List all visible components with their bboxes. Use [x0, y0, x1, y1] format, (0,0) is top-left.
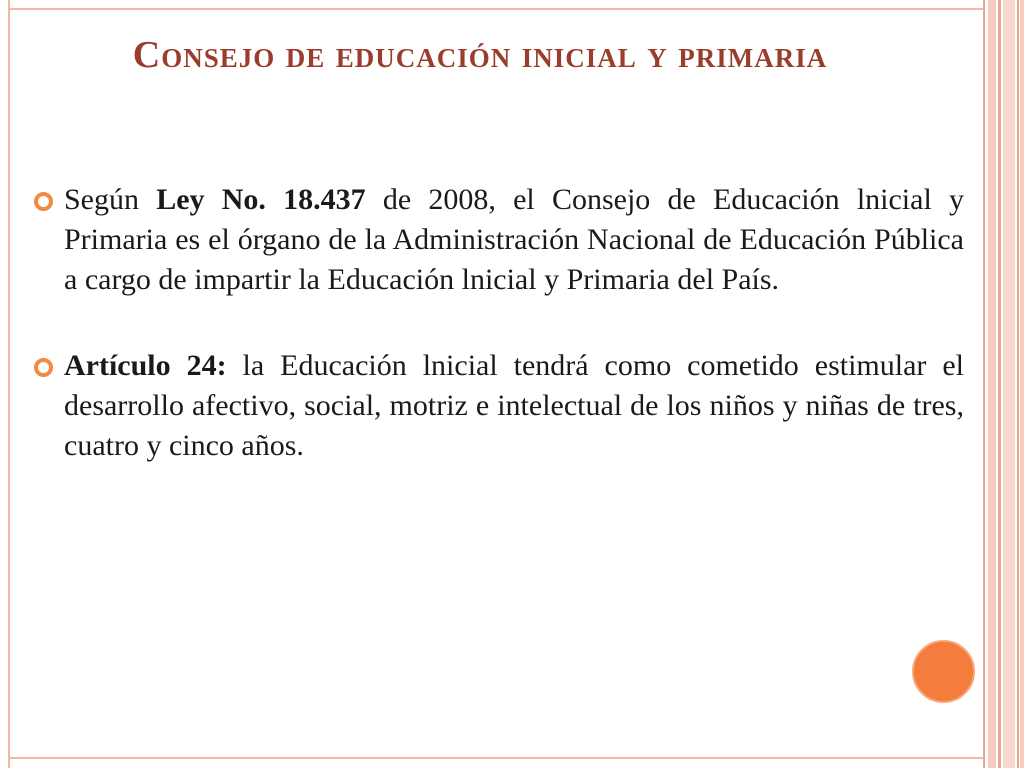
- frame-top-line: [8, 8, 983, 10]
- bullet-bold-text: Artículo 24:: [64, 349, 227, 382]
- bullet-bold-text: Ley No. 18.437: [156, 183, 366, 216]
- right-stripe: [998, 0, 1001, 768]
- bullet-lead-text: Según: [64, 183, 157, 216]
- frame-left-line: [8, 0, 10, 768]
- right-stripe: [1003, 0, 1015, 768]
- ring-bullet-icon: [34, 192, 53, 211]
- slide-title: Consejo de educación inicial y primaria: [132, 34, 828, 76]
- bullet-item: [34, 180, 964, 300]
- bullet-body-text: la Educación lnicial tendrá como cometido estimular el desarrollo afectivo, social, motriz e intelectual de los niños y niñas de tres, cuatro y cinco años.: [64, 349, 964, 462]
- frame-bottom-line: [8, 757, 983, 759]
- orange-circle-decoration: [912, 640, 975, 703]
- bullet-item: [34, 346, 964, 466]
- right-stripe: [1020, 0, 1024, 768]
- right-stripe: [988, 0, 996, 768]
- ring-bullet-icon: [34, 358, 53, 377]
- right-stripe: [1017, 0, 1019, 768]
- bullet-list: [34, 180, 964, 512]
- bullet-body-text: de 2008, el Consejo de Educación lnicial y Primaria es el órgano de la Administración Nacional de Educación Pública a cargo de impartir la Educación lnicial y Primaria del País.: [64, 183, 965, 296]
- right-stripe: [983, 0, 985, 768]
